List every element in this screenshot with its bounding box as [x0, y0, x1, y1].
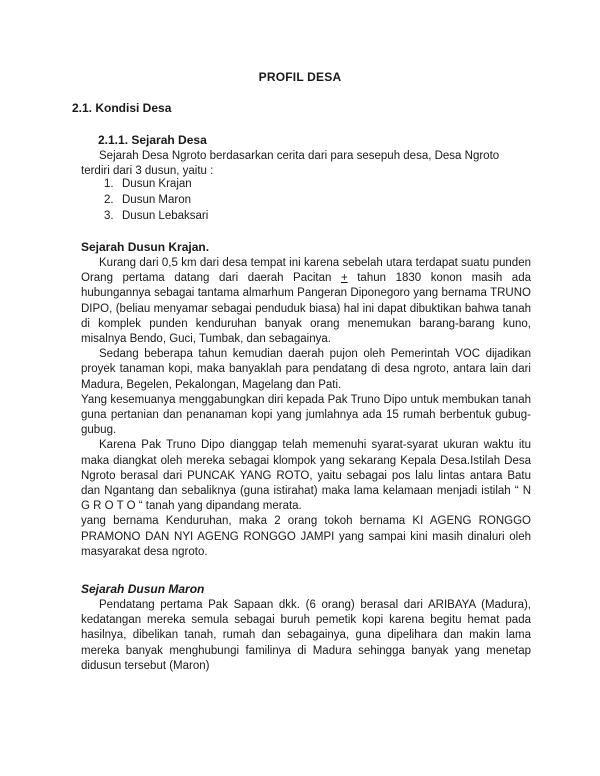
list-text: Dusun Maron: [122, 193, 192, 206]
dusun-list: [104, 177, 208, 224]
list-number: 1.: [104, 178, 114, 190]
list-text: Dusun Lebaksari: [122, 209, 209, 222]
krajan-paragraph-2: Sedang beberapa tahun kemudian daerah pujon oleh Pemerintah VOC dijadikan proyek tanaman kopi, maka banyaklah para pendatang di desa ngroto, antara lain dari Madura, Begelen, Pekalongan, Magelang dan Pati.: [81, 348, 531, 391]
list-item: [104, 193, 208, 209]
list-number: 3.: [104, 209, 114, 222]
maron-paragraph-1: Pendatang pertama Pak Sapaan dkk. (6 orang) berasal dari ARIBAYA (Madura), kedatangan mereka semula sebagai buruh pemetik kopi karena begitu hemat pada hasilnya, dibelikan tanah, rumah dan sebagainya, guna dipelihara dan makin lama mereka banyak menghubungi familinya di Madura sehingga banyak yang menetap didusun tersebut (Maron): [81, 599, 531, 672]
list-number: 2.: [104, 193, 114, 206]
subsection-heading: 2.1.1. Sejarah Desa: [98, 133, 207, 147]
krajan-heading: Sejarah Dusun Krajan.: [81, 240, 210, 254]
maron-heading: Sejarah Dusun Maron: [81, 582, 205, 596]
krajan-body: [81, 256, 531, 560]
krajan-paragraph-1: Kurang dari 0,5 km dari desa tempat ini karena sebelah utara terdapat suatu punden Orang pertama datang dari daerah Pacitan + tahun 1830 konon masih ada hubungannya sebagai tantama almarhum Pangeran Diponegoro yang bernama TRUNO DIPO, (beliau menyamar sebagai penduduk biasa) hal ini dapat dibuktikan bahwa tanah di komplek punden kenduruhan banyak orang menemukan barang-barang kuno, misalnya Bendo, Guci, Tumbak, dan sebagainya.: [81, 257, 531, 346]
intro-line-2: terdiri dari 3 dusun, yaitu :: [81, 165, 214, 178]
maron-body: [81, 598, 531, 674]
krajan-paragraph-5: yang bernama Kenduruhan, maka 2 orang tokoh bernama KI AGENG RONGGO PRAMONO DAN NYI AGENG RONGGO JAMPI yang sampai kini masih dinaluri oleh masyarakat desa ngroto.: [81, 515, 531, 558]
intro-line-1: Sejarah Desa Ngroto berdasarkan cerita dari para sesepuh desa, Desa Ngroto: [99, 150, 500, 162]
section-heading: 2.1. Kondisi Desa: [72, 101, 172, 115]
page-title: PROFIL DESA: [258, 70, 342, 84]
intro-paragraph: [81, 149, 531, 179]
list-text: Dusun Krajan: [122, 178, 192, 190]
list-item: [104, 209, 208, 225]
krajan-paragraph-3: Yang kesemuanya menggabungkan diri kepada Pak Truno Dipo untuk membukan tanah guna pertanian dan penanaman kopi yang jumlahnya ada 15 rumah berbentuk gubug-gubug.: [81, 393, 531, 437]
list-item: [104, 177, 208, 193]
krajan-paragraph-4: Karena Pak Truno Dipo dianggap telah memenuhi syarat-syarat ukuran waktu itu maka diangkat oleh mereka sebagai klompok yang sekarang Kepala Desa.Istilah Desa Ngroto berasal dari PUNCAK YANG ROTO, yaitu sebagai pos lalu lintas antara Batu dan Ngantang dan sebaliknya (guna istirahat) maka lama kelamaan menjadi istilah “ N G R O T O “ tanah yang dipandang merata.: [81, 439, 531, 513]
